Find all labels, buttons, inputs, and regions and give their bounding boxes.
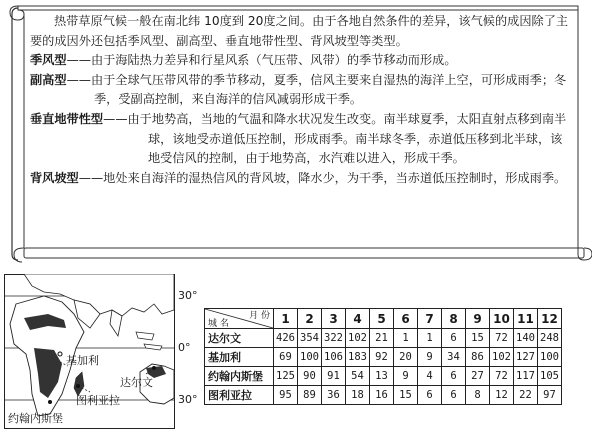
precipitation-cell: 1	[418, 329, 442, 348]
precipitation-cell: 100	[298, 348, 322, 367]
latitude-label-equator: 0°	[178, 341, 191, 354]
precipitation-cell: 16	[370, 386, 394, 405]
precipitation-cell: 72	[490, 367, 514, 386]
precipitation-cell: 102	[490, 348, 514, 367]
table-row	[205, 348, 562, 367]
precipitation-cell: 95	[274, 386, 298, 405]
item-term: 季风型	[30, 53, 67, 68]
table-row	[205, 386, 562, 405]
latitude-label-30s: 30°	[178, 393, 198, 406]
precipitation-cell: 97	[538, 386, 562, 405]
precipitation-cell: 6	[418, 386, 442, 405]
month-header: 8	[442, 309, 466, 329]
table-header-row	[205, 309, 562, 329]
item-vertical-zonality	[30, 110, 570, 169]
precipitation-cell: 117	[514, 367, 538, 386]
precipitation-cell: 6	[442, 329, 466, 348]
precipitation-cell: 89	[298, 386, 322, 405]
precipitation-cell: 15	[394, 386, 418, 405]
map-figure	[4, 274, 198, 429]
corner-month-label: 月 份	[249, 311, 270, 321]
precipitation-cell: 91	[322, 367, 346, 386]
precipitation-cell: 105	[538, 367, 562, 386]
table-corner-cell	[205, 309, 274, 329]
precipitation-cell: 86	[466, 348, 490, 367]
map-label-toliara: 图利亚拉	[76, 394, 120, 407]
item-term: 垂直地带性型	[30, 111, 104, 126]
precipitation-cell: 18	[346, 386, 370, 405]
city-name-cell: 约翰内斯堡	[205, 367, 274, 386]
item-text: ——由于地势高，当地的气温和降水状况发生改变。南半球夏季，太阳直射点移到南半球，该地受赤道低压控制，形成雨季。南半球冬季，赤道低压移到北半球，该地受信风的控制，由于地势高，水汽难以进入，形成干季。	[103, 111, 567, 166]
precipitation-cell: 69	[274, 348, 298, 367]
month-header: 4	[346, 309, 370, 329]
month-header: 6	[394, 309, 418, 329]
precipitation-cell: 9	[394, 367, 418, 386]
precipitation-cell: 15	[466, 329, 490, 348]
table-row	[205, 367, 562, 386]
map-label-johannesburg: 约翰内斯堡	[8, 412, 63, 425]
precipitation-cell: 36	[322, 386, 346, 405]
precipitation-cell: 106	[322, 348, 346, 367]
precipitation-cell: 20	[394, 348, 418, 367]
month-header: 1	[274, 309, 298, 329]
scroll-text	[30, 12, 570, 188]
precipitation-cell: 72	[490, 329, 514, 348]
precipitation-cell: 248	[538, 329, 562, 348]
item-term: 背风坡型	[30, 170, 79, 185]
corner-city-label: 城 名	[208, 319, 229, 329]
precipitation-cell: 9	[418, 348, 442, 367]
precipitation-cell: 1	[394, 329, 418, 348]
precipitation-cell: 54	[346, 367, 370, 386]
precipitation-cell: 127	[514, 348, 538, 367]
precipitation-cell: 34	[442, 348, 466, 367]
city-name-cell: 基加利	[205, 348, 274, 367]
map-label-kigali: 基加利	[66, 354, 99, 367]
item-subtropical-high	[30, 71, 570, 110]
precipitation-cell: 6	[442, 367, 466, 386]
precipitation-cell: 21	[370, 329, 394, 348]
latitude-label-30n: 30°	[178, 289, 198, 302]
precipitation-cell: 12	[490, 386, 514, 405]
map-label-darwin: 达尔文	[120, 376, 153, 389]
precipitation-cell: 140	[514, 329, 538, 348]
month-header: 12	[538, 309, 562, 329]
precipitation-cell: 100	[538, 348, 562, 367]
precipitation-cell: 6	[442, 386, 466, 405]
precipitation-cell: 13	[370, 367, 394, 386]
precipitation-cell: 354	[298, 329, 322, 348]
precipitation-cell: 125	[274, 367, 298, 386]
month-header: 10	[490, 309, 514, 329]
precipitation-cell: 102	[346, 329, 370, 348]
precipitation-cell: 92	[370, 348, 394, 367]
month-header: 9	[466, 309, 490, 329]
city-name-cell: 图利亚拉	[205, 386, 274, 405]
item-text: ——由于全球气压带风带的季节移动，夏季，信风主要来自湿热的海洋上空，可形成雨季；冬季，受副高控制，来自海洋的信风减弱形成干季。	[66, 72, 567, 107]
month-header: 5	[370, 309, 394, 329]
item-leeward-slope	[30, 169, 570, 189]
month-header: 11	[514, 309, 538, 329]
precipitation-cell: 426	[274, 329, 298, 348]
precipitation-cell: 322	[322, 329, 346, 348]
precipitation-table	[204, 308, 562, 405]
city-name-cell: 达尔文	[205, 329, 274, 348]
table-row	[205, 329, 562, 348]
item-term: 副高型	[30, 72, 67, 87]
scroll-panel	[4, 2, 592, 264]
item-text: ——由于海陆热力差异和行星风系（气压带、风带）的季节移动而形成。	[66, 53, 457, 68]
precipitation-cell: 90	[298, 367, 322, 386]
item-monsoon	[30, 51, 570, 71]
month-header: 3	[322, 309, 346, 329]
precipitation-cell: 183	[346, 348, 370, 367]
precipitation-cell: 22	[514, 386, 538, 405]
item-text: ——地处来自海洋的湿热信风的背风坡，降水少，为干季，当赤道低压控制时，形成雨季。	[78, 170, 567, 185]
intro-paragraph: 热带草原气候一般在南北纬 10度到 20度之间。由于各地自然条件的差异，该气候的成因除了主要的成因外还包括季风型、副高型、垂直地带性型、背风坡型等类型。	[30, 14, 569, 48]
month-header: 7	[418, 309, 442, 329]
precipitation-cell: 8	[466, 386, 490, 405]
month-header: 2	[298, 309, 322, 329]
precipitation-cell: 27	[466, 367, 490, 386]
precipitation-cell: 4	[418, 367, 442, 386]
